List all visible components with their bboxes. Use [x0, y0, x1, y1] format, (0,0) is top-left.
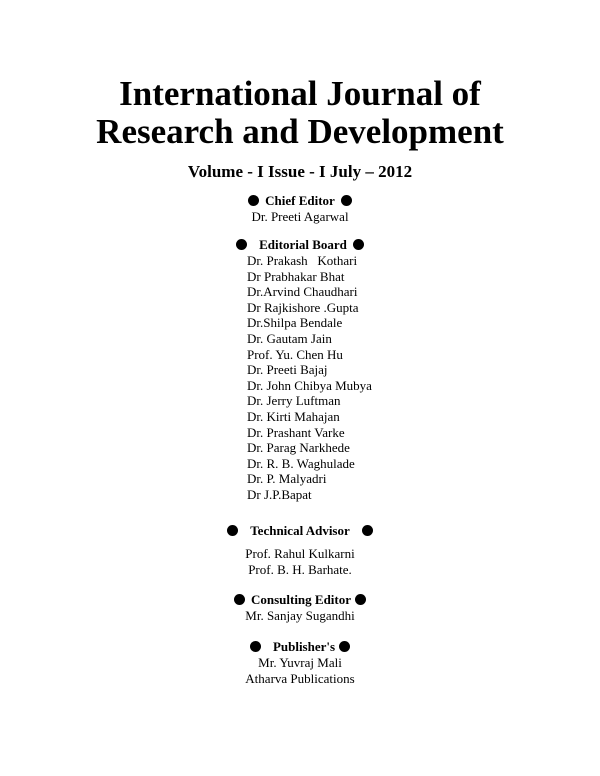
consulting-editor-heading-row	[0, 592, 600, 608]
consulting-editor-name: Mr. Sanjay Sugandhi	[245, 608, 355, 623]
list-item: Dr. R. B. Waghulade	[247, 455, 355, 471]
list-item: Dr. Prakash Kothari	[247, 253, 358, 268]
publishers-heading: Publisher's	[272, 639, 336, 654]
bullet-dot-icon	[339, 641, 350, 652]
bullet-dot-icon	[362, 525, 373, 536]
editorial-board-heading: Editorial Board	[259, 237, 347, 252]
volume-issue-date: Volume - I Issue - I July – 2012	[187, 162, 413, 181]
list-item: Dr Prabhakar Bhat	[247, 268, 345, 284]
list-item: Dr. Preeti Bajaj	[247, 362, 328, 378]
bullet-dot-icon	[341, 195, 352, 206]
chief-editor-name: Dr. Preeti Agarwal	[251, 209, 349, 224]
consulting-editor-heading: Consulting Editor	[250, 592, 352, 607]
technical-advisor-heading: Technical Advisor	[250, 523, 350, 538]
technical-advisor-name-2: Prof. B. H. Barhate.	[248, 562, 352, 577]
bullet-dot-icon	[355, 594, 366, 605]
publisher-name: Mr. Yuvraj Mali	[258, 655, 342, 670]
chief-editor-heading-row	[0, 193, 600, 209]
list-item: Dr J.P.Bapat	[247, 486, 312, 502]
list-item: Dr.Arvind Chaudhari	[247, 284, 358, 300]
list-item: Dr. Parag Narkhede	[247, 440, 350, 456]
list-item: Dr. Gautam Jain	[247, 330, 332, 346]
bullet-dot-icon	[250, 641, 261, 652]
bullet-dot-icon	[248, 195, 259, 206]
list-item: Dr. John Chibya Mubya	[247, 377, 372, 393]
list-item: Dr.Shilpa Bendale	[247, 315, 343, 331]
list-item: Dr. Jerry Luftman	[247, 393, 341, 409]
list-item: Prof. Yu. Chen Hu	[247, 346, 343, 362]
technical-advisor-heading-row	[0, 523, 600, 539]
editorial-board-heading-row	[0, 237, 600, 253]
list-item: Dr. Prashant Varke	[247, 424, 345, 440]
bullet-dot-icon	[227, 525, 238, 536]
editorial-board-list	[247, 253, 372, 503]
publisher-company: Atharva Publications	[245, 671, 355, 686]
chief-editor-heading: Chief Editor	[265, 193, 335, 208]
bullet-dot-icon	[353, 239, 364, 250]
list-item: Dr Rajkishore .Gupta	[247, 299, 359, 315]
publishers-heading-row	[0, 639, 600, 655]
technical-advisor-name-1: Prof. Rahul Kulkarni	[245, 546, 355, 561]
bullet-dot-icon	[236, 239, 247, 250]
journal-title-line-2: Research and Development	[96, 112, 504, 151]
list-item: Dr. P. Malyadri	[247, 471, 327, 487]
bullet-dot-icon	[234, 594, 245, 605]
journal-title-line-1: International Journal of	[119, 74, 481, 113]
list-item: Dr. Kirti Mahajan	[247, 408, 340, 424]
